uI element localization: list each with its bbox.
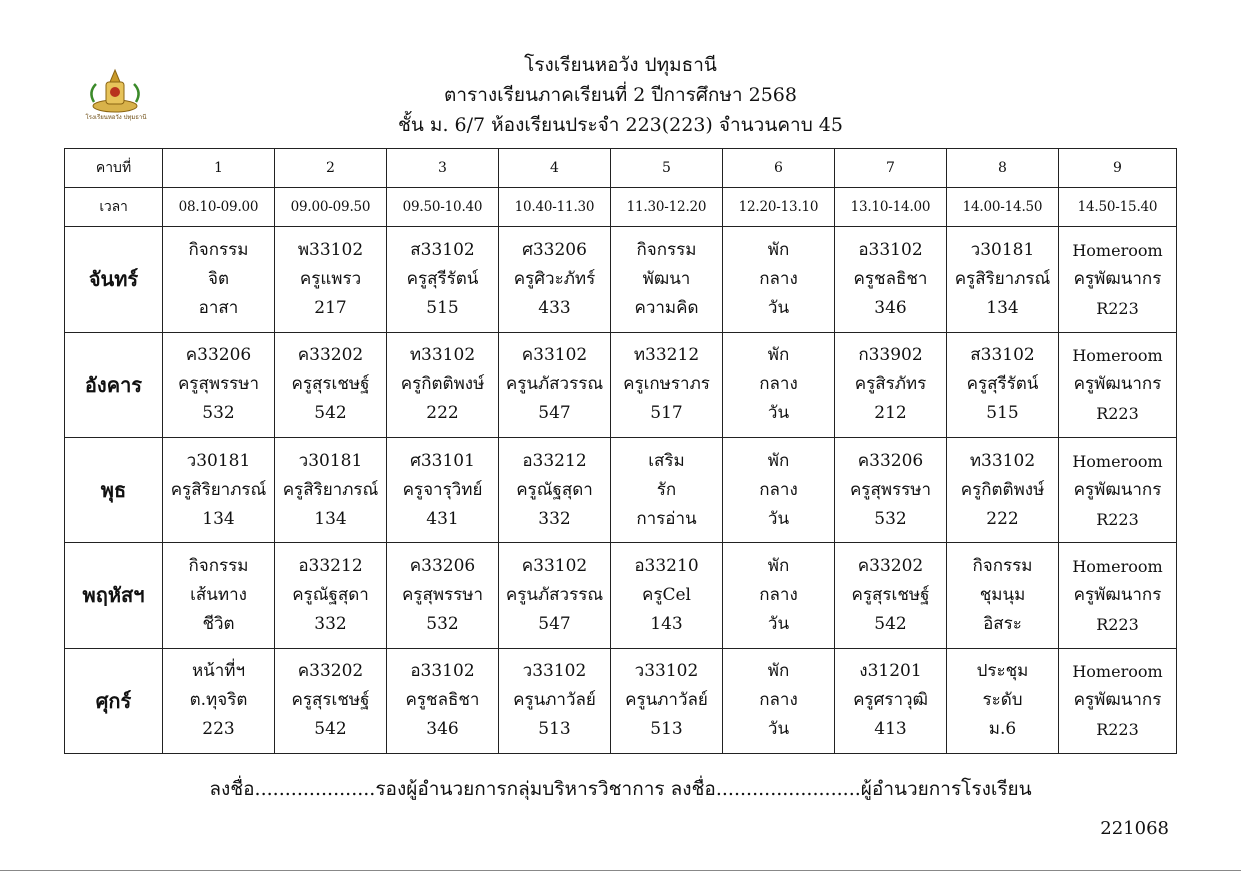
cell-line: อ33212 <box>298 555 363 576</box>
schedule-cell <box>947 437 1059 542</box>
schedule-cell <box>387 648 499 753</box>
cell-line: ครูจารุวิทย์ <box>402 479 483 500</box>
schedule-cell <box>611 648 723 753</box>
document-code: 221068 <box>1100 818 1169 839</box>
schedule-cell <box>163 332 275 437</box>
cell-line: ครูสิริยาภรณ์ <box>282 479 379 500</box>
cell-line: ง31201 <box>859 661 922 682</box>
cell-line: ค33206 <box>185 345 252 366</box>
cell-line: 332 <box>314 613 347 634</box>
cell-line: ค33206 <box>857 450 924 471</box>
schedule-cell <box>163 648 275 753</box>
schedule-cell <box>1059 332 1177 437</box>
cell-line: กิจกรรม <box>972 555 1033 576</box>
day-name: จันทร์ <box>65 227 163 332</box>
day-row <box>65 543 1177 648</box>
cell-line: ม.6 <box>988 719 1017 740</box>
cell-line: ท33102 <box>409 345 476 366</box>
cell-line: ครูชลธิชา <box>853 268 928 289</box>
cell-line: อ33210 <box>634 555 699 576</box>
day-row <box>65 437 1177 542</box>
cell-line: พัก <box>767 239 790 260</box>
cell-line: R223 <box>1096 298 1139 318</box>
cell-line: จิต <box>207 268 229 289</box>
cell-line: ว30181 <box>298 450 363 471</box>
time-label: เวลา <box>65 188 163 227</box>
cell-line: อ33102 <box>858 239 923 260</box>
cell-line: 542 <box>314 719 347 740</box>
cell-line: ครูสิริยาภรณ์ <box>954 268 1051 289</box>
cell-line: 433 <box>538 297 571 318</box>
cell-line: ครูสุรเชษฐ์ <box>851 584 930 605</box>
cell-line: พัก <box>767 345 790 366</box>
schedule-cell <box>835 227 947 332</box>
schedule-title: ตารางเรียนภาคเรียนที่ 2 ปีการศึกษา 2568 <box>444 84 797 106</box>
cell-line: อ33102 <box>410 661 475 682</box>
cell-line: ครูสุรเชษฐ์ <box>291 374 370 395</box>
schedule-cell <box>1059 543 1177 648</box>
time-slot: 11.30-12.20 <box>611 188 723 227</box>
period-header-row <box>65 149 1177 188</box>
cell-line: ครูสุรเชษฐ์ <box>291 690 370 711</box>
day-name: พุธ <box>65 437 163 542</box>
schedule-cell <box>1059 227 1177 332</box>
logo-caption: โรงเรียนหอวัง ปทุมธานี <box>85 114 147 121</box>
schedule-cell <box>387 227 499 332</box>
cell-line: ครูกิตติพงษ์ <box>400 374 485 395</box>
schedule-cell <box>163 227 275 332</box>
day-row <box>65 332 1177 437</box>
cell-line: ส33102 <box>970 345 1035 366</box>
cell-line: ครูสุรีรัตน์ <box>406 268 479 289</box>
cell-line: 332 <box>538 508 571 529</box>
cell-line: Homeroom <box>1072 346 1163 366</box>
cell-line: ครูสุพรรษา <box>849 479 932 500</box>
cell-line: 532 <box>426 613 459 634</box>
cell-line: พัก <box>767 555 790 576</box>
cell-line: กลาง <box>759 479 798 500</box>
schedule-cell <box>163 437 275 542</box>
day-name: พฤหัสฯ <box>65 543 163 648</box>
cell-line: การอ่าน <box>636 508 697 529</box>
cell-line: ค33202 <box>857 555 924 576</box>
schedule-cell <box>835 332 947 437</box>
cell-line: ครูสุพรรษา <box>177 374 260 395</box>
period-number: 6 <box>723 149 835 188</box>
cell-line: 532 <box>202 403 235 424</box>
cell-line: เส้นทาง <box>190 584 247 605</box>
schedule-cell <box>611 437 723 542</box>
period-number: 7 <box>835 149 947 188</box>
schedule-cell <box>499 543 611 648</box>
cell-line: 346 <box>874 297 907 318</box>
cell-line: ค33102 <box>521 345 588 366</box>
cell-line: อิสระ <box>983 613 1022 634</box>
cell-line: ความคิด <box>634 297 699 318</box>
cell-line: 532 <box>874 508 907 529</box>
cell-line: รัก <box>656 479 677 500</box>
cell-line: หน้าที่ฯ <box>191 661 246 682</box>
cell-line: 223 <box>202 719 235 740</box>
cell-line: 542 <box>314 403 347 424</box>
cell-line: 413 <box>874 719 907 740</box>
cell-line: วัน <box>767 403 790 424</box>
page-bottom-divider <box>0 870 1241 871</box>
cell-line: 222 <box>986 508 1019 529</box>
time-header-row <box>65 188 1177 227</box>
schedule-cell <box>499 648 611 753</box>
cell-line: R223 <box>1096 509 1139 529</box>
cell-line: อ33212 <box>522 450 587 471</box>
period-number: 8 <box>947 149 1059 188</box>
time-slot: 09.00-09.50 <box>275 188 387 227</box>
cell-line: ว33102 <box>634 661 699 682</box>
cell-line: กลาง <box>759 584 798 605</box>
cell-line: กิจกรรม <box>636 239 697 260</box>
cell-line: Homeroom <box>1072 662 1163 682</box>
cell-line: ชุมนุม <box>979 584 1026 605</box>
time-slot: 14.50-15.40 <box>1059 188 1177 227</box>
cell-line: วัน <box>767 297 790 318</box>
cell-line: ชีวิต <box>202 613 235 634</box>
page-header <box>0 50 1241 140</box>
cell-line: ครูณัฐสุดา <box>516 479 593 500</box>
schedule-cell <box>835 437 947 542</box>
cell-line: วัน <box>767 508 790 529</box>
cell-line: R223 <box>1096 614 1139 634</box>
day-name: อังคาร <box>65 332 163 437</box>
schedule-cell <box>499 332 611 437</box>
cell-line: ครูCel <box>641 584 691 605</box>
day-row <box>65 648 1177 753</box>
cell-line: กลาง <box>759 268 798 289</box>
cell-line: 134 <box>986 297 1019 318</box>
schedule-cell <box>275 437 387 542</box>
schedule-cell <box>947 227 1059 332</box>
cell-line: พัฒนา <box>642 268 691 289</box>
cell-line: ครูสิริยาภรณ์ <box>170 479 267 500</box>
cell-line: พ33102 <box>297 239 364 260</box>
schedule-cell <box>723 227 835 332</box>
cell-line: กลาง <box>759 374 798 395</box>
schedule-cell <box>611 543 723 648</box>
cell-line: กิจกรรม <box>188 555 249 576</box>
cell-line: 431 <box>426 508 459 529</box>
cell-line: 513 <box>538 719 571 740</box>
cell-line: ค33206 <box>409 555 476 576</box>
cell-line: 143 <box>650 613 683 634</box>
cell-line: ครูสุพรรษา <box>401 584 484 605</box>
cell-line: ครูนภาวัลย์ <box>513 690 596 711</box>
cell-line: ค33202 <box>297 661 364 682</box>
cell-line: ครูนภาวัลย์ <box>625 690 708 711</box>
cell-line: ครูนภัสวรรณ <box>505 374 604 395</box>
cell-line: 513 <box>650 719 683 740</box>
cell-line: 515 <box>986 403 1019 424</box>
class-info: ชั้น ม. 6/7 ห้องเรียนประจำ 223(223) จำนวนคาบ 45 <box>398 114 843 136</box>
school-name: โรงเรียนหอวัง ปทุมธานี <box>524 54 717 76</box>
cell-line: 515 <box>426 297 459 318</box>
cell-line: ท33102 <box>969 450 1036 471</box>
cell-line: 547 <box>538 613 571 634</box>
schedule-cell <box>275 227 387 332</box>
schedule-cell <box>275 332 387 437</box>
cell-line: ต.ทุจริต <box>189 690 248 711</box>
schedule-cell <box>947 648 1059 753</box>
time-slot: 12.20-13.10 <box>723 188 835 227</box>
schedule-cell <box>723 437 835 542</box>
schedule-cell <box>163 543 275 648</box>
cell-line: Homeroom <box>1072 240 1163 260</box>
period-number: 1 <box>163 149 275 188</box>
cell-line: ว30181 <box>970 239 1035 260</box>
schedule-cell <box>723 648 835 753</box>
schedule-cell <box>387 437 499 542</box>
time-slot: 10.40-11.30 <box>499 188 611 227</box>
schedule-cell <box>835 543 947 648</box>
cell-line: ครูแพรว <box>299 268 362 289</box>
schedule-cell <box>1059 437 1177 542</box>
period-label: คาบที่ <box>65 149 163 188</box>
schedule-cell <box>723 543 835 648</box>
cell-line: ครูนภัสวรรณ <box>505 584 604 605</box>
cell-line: ระดับ <box>982 690 1023 711</box>
cell-line: ว30181 <box>186 450 251 471</box>
cell-line: ค33202 <box>297 345 364 366</box>
cell-line: 217 <box>314 297 347 318</box>
cell-line: Homeroom <box>1072 556 1163 576</box>
schedule-cell <box>1059 648 1177 753</box>
period-number: 4 <box>499 149 611 188</box>
time-slot: 09.50-10.40 <box>387 188 499 227</box>
schedule-cell <box>387 543 499 648</box>
schedule-cell <box>499 437 611 542</box>
cell-line: 547 <box>538 403 571 424</box>
cell-line: ครูพัฒนากร <box>1073 374 1162 395</box>
cell-line: พัก <box>767 661 790 682</box>
cell-line: ครูเกษราภร <box>623 374 710 395</box>
cell-line: ท33212 <box>633 345 700 366</box>
cell-line: ส33102 <box>410 239 475 260</box>
schedule-cell <box>947 332 1059 437</box>
cell-line: ครูกิตติพงษ์ <box>960 479 1045 500</box>
cell-line: ครูณัฐสุดา <box>292 584 369 605</box>
cell-line: ครูพัฒนากร <box>1073 584 1162 605</box>
schedule-cell <box>275 648 387 753</box>
schedule-cell <box>835 648 947 753</box>
cell-line: ครูสิรภัทร <box>854 374 927 395</box>
cell-line: ศ33206 <box>522 239 587 260</box>
cell-line: ศ33101 <box>410 450 475 471</box>
cell-line: ครูพัฒนากร <box>1073 268 1162 289</box>
cell-line: ว33102 <box>522 661 587 682</box>
schedule-cell <box>387 332 499 437</box>
schedule-cell <box>275 543 387 648</box>
cell-line: กิจกรรม <box>188 239 249 260</box>
schedule-cell <box>611 227 723 332</box>
cell-line: 134 <box>314 508 347 529</box>
cell-line: ครูศิวะภัทร์ <box>513 268 596 289</box>
cell-line: ครูศราวุฒิ <box>853 690 928 711</box>
cell-line: ครูพัฒนากร <box>1073 690 1162 711</box>
schedule-cell <box>499 227 611 332</box>
cell-line: 222 <box>426 403 459 424</box>
cell-line: ครูพัฒนากร <box>1073 479 1162 500</box>
cell-line: เสริม <box>648 450 685 471</box>
period-number: 5 <box>611 149 723 188</box>
cell-line: 517 <box>650 403 683 424</box>
schedule-cell <box>611 332 723 437</box>
cell-line: ค33102 <box>521 555 588 576</box>
period-number: 3 <box>387 149 499 188</box>
time-slot: 13.10-14.00 <box>835 188 947 227</box>
cell-line: 212 <box>874 403 907 424</box>
cell-line: 542 <box>874 613 907 634</box>
day-row <box>65 227 1177 332</box>
cell-line: ครูชลธิชา <box>405 690 480 711</box>
cell-line: R223 <box>1096 720 1139 740</box>
period-number: 9 <box>1059 149 1177 188</box>
cell-line: กลาง <box>759 690 798 711</box>
cell-line: วัน <box>767 719 790 740</box>
period-number: 2 <box>275 149 387 188</box>
cell-line: ก33902 <box>858 345 923 366</box>
cell-line: ครูสุรีรัตน์ <box>966 374 1039 395</box>
timetable <box>64 148 1177 754</box>
schedule-cell <box>947 543 1059 648</box>
cell-line: อาสา <box>198 297 239 318</box>
cell-line: วัน <box>767 613 790 634</box>
cell-line: Homeroom <box>1072 451 1163 471</box>
cell-line: ประชุม <box>976 661 1029 682</box>
cell-line: 134 <box>202 508 235 529</box>
signature-line: ลงชื่อ....................รองผู้อำนวยการกลุ่มบริหารวิชาการ ลงชื่อ........................ผู้อำนวยการโรงเรียน <box>209 778 1032 800</box>
cell-line: 346 <box>426 719 459 740</box>
cell-line: พัก <box>767 450 790 471</box>
schedule-cell <box>723 332 835 437</box>
day-name: ศุกร์ <box>65 648 163 753</box>
time-slot: 08.10-09.00 <box>163 188 275 227</box>
cell-line: R223 <box>1096 404 1139 424</box>
time-slot: 14.00-14.50 <box>947 188 1059 227</box>
